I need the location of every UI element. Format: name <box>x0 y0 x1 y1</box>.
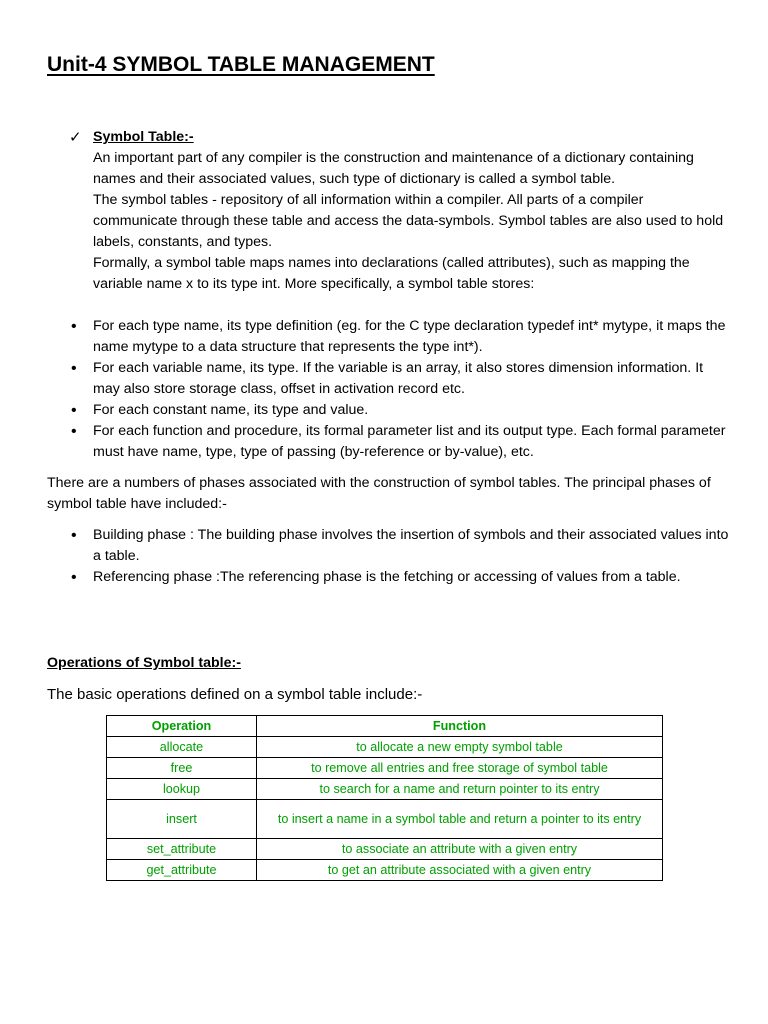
function-cell: to remove all entries and free storage of symbol table <box>257 758 663 779</box>
list-item: • Referencing phase :The referencing phase is the fetching or accessing of values from a table. <box>69 567 729 588</box>
table-row <box>107 737 663 758</box>
page-title: Unit-4 SYMBOL TABLE MANAGEMENT <box>47 53 435 76</box>
operations-table <box>106 715 663 881</box>
table-row <box>107 839 663 860</box>
function-cell: to insert a name in a symbol table and return a pointer to its entry <box>257 800 663 839</box>
operation-cell: set_attribute <box>107 839 257 860</box>
symbol-table-paragraphs <box>93 148 729 295</box>
operation-cell: lookup <box>107 779 257 800</box>
column-header-operation: Operation <box>107 716 257 737</box>
operation-cell: insert <box>107 800 257 839</box>
column-header-function: Function <box>257 716 663 737</box>
list-item: • For each function and procedure, its formal parameter list and its output type. Each formal parameter must have name, type, type of passing (by-reference or by-value), etc. <box>69 421 729 463</box>
list-item: • For each type name, its type definition (eg. for the C type declaration typedef int* mytype, it maps the name mytype to a data structure that represents the type int*). <box>69 316 729 358</box>
operations-intro: The basic operations defined on a symbol table include:- <box>47 686 423 703</box>
operations-heading: Operations of Symbol table:- <box>47 655 241 671</box>
table-header-row <box>107 716 663 737</box>
function-cell: to allocate a new empty symbol table <box>257 737 663 758</box>
operation-cell: get_attribute <box>107 860 257 881</box>
table-row <box>107 860 663 881</box>
table-row <box>107 779 663 800</box>
paragraph: The symbol tables - repository of all information within a compiler. All parts of a compiler communicate through these table and access the data-symbols. Symbol tables are also used to hold labels, constants, and types. <box>93 192 724 250</box>
function-cell: to search for a name and return pointer to its entry <box>257 779 663 800</box>
phases-bullet-list <box>69 525 729 588</box>
table-row <box>107 758 663 779</box>
list-item: • For each variable name, its type. If the variable is an array, it also stores dimension information. It may also store storage class, offset in activation record etc. <box>69 358 729 400</box>
paragraph: An important part of any compiler is the construction and maintenance of a dictionary containing names and their associated values, such type of dictionary is called a symbol table. <box>93 150 694 187</box>
symbol-table-heading: Symbol Table:- <box>93 129 194 145</box>
function-cell: to associate an attribute with a given entry <box>257 839 663 860</box>
symbol-table-bullet-list <box>69 316 729 463</box>
paragraph: Formally, a symbol table maps names into declarations (called attributes), such as mapping the variable name x to its type int. More specifically, a symbol table stores: <box>93 255 690 292</box>
operation-cell: allocate <box>107 737 257 758</box>
function-cell: to get an attribute associated with a given entry <box>257 860 663 881</box>
list-item: • Building phase : The building phase involves the insertion of symbols and their associated values into a table. <box>69 525 729 567</box>
list-item: • For each constant name, its type and value. <box>69 400 729 421</box>
phases-intro: There are a numbers of phases associated with the construction of symbol tables. The principal phases of symbol table have included:- <box>47 475 711 512</box>
table-row <box>107 800 663 839</box>
checkmark-icon: ✓ <box>69 129 82 146</box>
operation-cell: free <box>107 758 257 779</box>
